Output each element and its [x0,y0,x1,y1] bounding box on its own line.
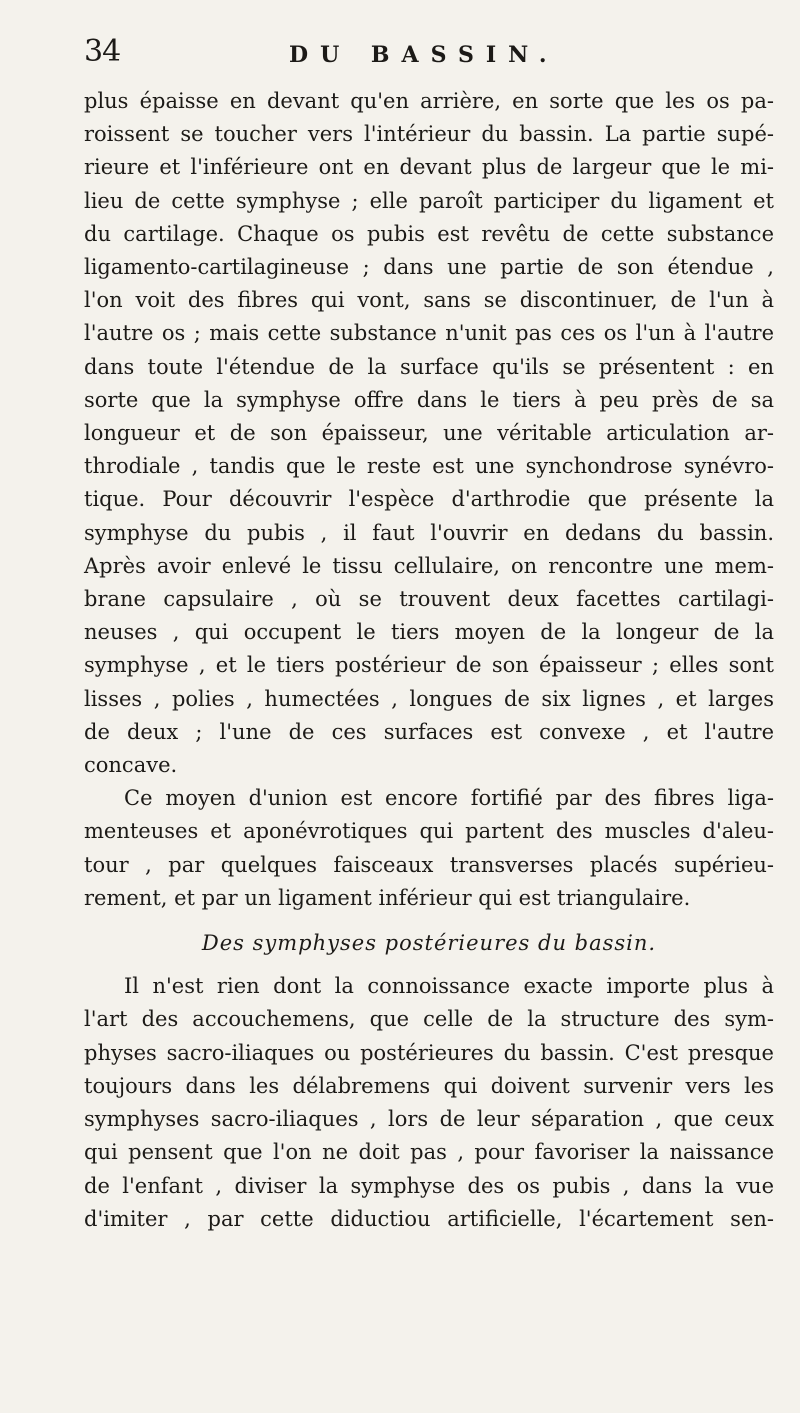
text-line: dans toute l'étendue de la surface qu'ils se présentent : en [84,354,774,379]
text-line: du cartilage. Chaque os pubis est revêtu de cette substance [84,221,774,246]
text-line: l'autre os ; mais cette substance n'unit pas ces os l'un à l'autre [84,321,774,346]
text-line: Ce moyen d'union est encore fortifié par des fibres liga- [124,786,774,811]
text-line: d'imiter , par cette diductiou artificielle, l'écartement sen- [84,1206,774,1231]
paragraph-1 [84,85,774,782]
text-line: lisses , polies , humectées , longues de six lignes , et larges [84,686,774,711]
text-line: symphyse , et le tiers postérieur de son épaisseur ; elles sont [84,653,774,678]
text-line: ligamento-cartilagineuse ; dans une partie de son étendue , [84,255,774,280]
text-line: tour , par quelques faisceaux transverses placés supérieu- [84,852,774,877]
text-line: menteuses et aponévrotiques qui partent des muscles d'aleu- [84,819,774,844]
text-line: rieure et l'inférieure ont en devant plus de largeur que le mi- [84,155,774,180]
section-heading: Des symphyses postérieures du bassin. [201,931,657,956]
text-line: toujours dans les délabremens qui doivent survenir vers les [84,1073,774,1098]
text-line: throdiale , tandis que le reste est une synchondrose synévro- [84,454,774,479]
text-line: roissent se toucher vers l'intérieur du bassin. La partie supé- [84,122,774,147]
text-line: neuses , qui occupent le tiers moyen de la longeur de la [84,620,774,645]
text-line: Après avoir enlevé le tissu cellulaire, on rencontre une mem- [84,553,774,578]
text-line: concave. [84,753,178,778]
body-text [84,85,774,1236]
text-line: physes sacro-iliaques ou postérieures du bassin. C'est presque [84,1040,774,1065]
text-line: plus épaisse en devant qu'en arrière, en sorte que les os pa- [84,89,774,113]
text-line: qui pensent que l'on ne doit pas , pour favoriser la naissance [84,1140,774,1165]
text-line: symphyses sacro-iliaques , lors de leur séparation , que ceux [84,1107,774,1132]
text-line: symphyse du pubis , il faut l'ouvrir en dedans du bassin. [84,520,774,545]
text-line: Il n'est rien dont la connoissance exacte importe plus à [124,974,774,999]
text-line: sorte que la symphyse offre dans le tiers à peu près de sa [84,387,774,412]
text-line: rement, et par un ligament inférieur qui est triangulaire. [84,885,691,910]
text-line: lieu de cette symphyse ; elle paroît participer du ligament et [84,188,774,213]
text-line: longueur et de son épaisseur, une véritable articulation ar- [84,421,774,446]
page-header [84,30,772,78]
page-number: 34 [84,34,121,69]
text-line: tique. Pour découvrir l'espèce d'arthrodie que présente la [84,487,774,512]
paragraph-3 [84,970,774,1236]
text-line: brane capsulaire , où se trouvent deux facettes cartilagi- [84,587,774,612]
running-head: DU BASSIN. [289,42,559,68]
paragraph-2 [84,782,774,915]
text-line: l'on voit des fibres qui vont, sans se discontinuer, de l'un à [84,288,774,313]
text-line: l'art des accouchemens, que celle de la structure des sym- [84,1007,774,1032]
text-line: de deux ; l'une de ces surfaces est convexe , et l'autre [84,719,774,744]
text-line: de l'enfant , diviser la symphyse des os pubis , dans la vue [84,1173,774,1198]
